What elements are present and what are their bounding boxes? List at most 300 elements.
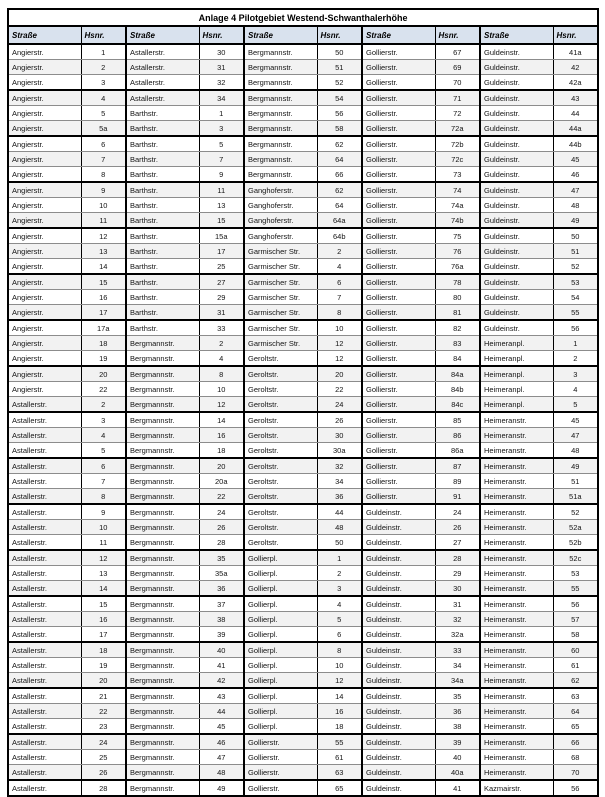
street-cell: Astallerstr.: [8, 750, 81, 765]
hsnr-cell: 2: [199, 336, 244, 351]
hsnr-cell: 15: [81, 274, 126, 290]
street-cell: Heimeranstr.: [480, 750, 553, 765]
hsnr-cell: 9: [81, 504, 126, 520]
street-cell: Angierstr.: [8, 167, 81, 183]
hsnr-cell: 9: [81, 182, 126, 198]
street-cell: Guldeinstr.: [480, 136, 553, 152]
hsnr-cell: 50: [317, 535, 362, 551]
hsnr-cell: 34a: [435, 673, 480, 689]
street-cell: Astallerstr.: [8, 673, 81, 689]
street-cell: Guldeinstr.: [480, 44, 553, 60]
hsnr-cell: 58: [317, 121, 362, 137]
street-cell: Gollierstr.: [362, 458, 435, 474]
street-cell: Astallerstr.: [8, 642, 81, 658]
street-cell: Angierstr.: [8, 90, 81, 106]
hsnr-cell: 1: [199, 106, 244, 121]
street-cell: Guldeinstr.: [480, 228, 553, 244]
street-cell: Angierstr.: [8, 259, 81, 275]
hsnr-cell: 33: [199, 320, 244, 336]
street-cell: Bergmannstr.: [244, 136, 317, 152]
street-cell: Gollierstr.: [362, 351, 435, 367]
hsnr-cell: 28: [435, 550, 480, 566]
street-cell: Astallerstr.: [8, 504, 81, 520]
street-cell: Guldeinstr.: [362, 566, 435, 581]
hsnr-cell: 3: [81, 412, 126, 428]
street-cell: Guldeinstr.: [480, 320, 553, 336]
hsnr-cell: 66: [553, 734, 598, 750]
hsnr-cell: 36: [435, 704, 480, 719]
hsnr-cell: 24: [199, 504, 244, 520]
hsnr-cell: 64: [553, 704, 598, 719]
street-cell: Gollierstr.: [362, 60, 435, 75]
hsnr-cell: 40a: [435, 765, 480, 781]
hsnr-cell: 37: [199, 596, 244, 612]
street-cell: Guldeinstr.: [362, 673, 435, 689]
table-row: [8, 75, 598, 91]
hsnr-cell: 30: [435, 581, 480, 597]
hsnr-cell: 4: [317, 596, 362, 612]
street-cell: Guldeinstr.: [480, 152, 553, 167]
street-cell: Gollierstr.: [362, 182, 435, 198]
street-cell: Guldeinstr.: [480, 75, 553, 91]
street-cell: Bergmannstr.: [126, 704, 199, 719]
table-row: [8, 596, 598, 612]
street-cell: Heimeranpl.: [480, 336, 553, 351]
hsnr-cell: 2: [553, 351, 598, 367]
table-row: [8, 213, 598, 229]
hsnr-cell: 86: [435, 428, 480, 443]
street-cell: Bergmannstr.: [126, 412, 199, 428]
table-row: [8, 44, 598, 60]
hsnr-cell: 52: [317, 75, 362, 91]
hsnr-cell: 84a: [435, 366, 480, 382]
hsnr-cell: 56: [553, 320, 598, 336]
hsnr-cell: 91: [435, 489, 480, 505]
hsnr-cell: 3: [317, 581, 362, 597]
table-row: [8, 750, 598, 765]
street-cell: Heimeranstr.: [480, 688, 553, 704]
street-cell: Gollierstr.: [244, 780, 317, 796]
hsnr-cell: 71: [435, 90, 480, 106]
street-cell: Guldeinstr.: [362, 504, 435, 520]
hsnr-cell: 55: [317, 734, 362, 750]
hsnr-cell: 19: [81, 658, 126, 673]
street-cell: Gollierpl.: [244, 658, 317, 673]
hsnr-cell: 47: [199, 750, 244, 765]
table-row: [8, 121, 598, 137]
table-row: [8, 412, 598, 428]
hsnr-cell: 3: [553, 366, 598, 382]
street-cell: Gollierstr.: [362, 167, 435, 183]
street-cell: Guldeinstr.: [480, 167, 553, 183]
hsnr-cell: 13: [81, 566, 126, 581]
street-cell: Bergmannstr.: [244, 60, 317, 75]
hsnr-cell: 5: [553, 397, 598, 413]
hsnr-cell: 11: [199, 182, 244, 198]
hsnr-cell: 49: [553, 213, 598, 229]
street-cell: Barthstr.: [126, 106, 199, 121]
hsnr-cell: 22: [81, 704, 126, 719]
hsnr-cell: 23: [81, 719, 126, 735]
hsnr-cell: 87: [435, 458, 480, 474]
street-cell: Gollierstr.: [244, 734, 317, 750]
hsnr-cell: 24: [81, 734, 126, 750]
hsnr-cell: 31: [435, 596, 480, 612]
column-header-hsnr: Hsnr.: [553, 26, 598, 44]
table-head: [8, 9, 598, 44]
hsnr-cell: 8: [199, 366, 244, 382]
hsnr-cell: 5: [81, 106, 126, 121]
table-row: [8, 688, 598, 704]
street-cell: Guldeinstr.: [362, 535, 435, 551]
hsnr-cell: 45: [199, 719, 244, 735]
street-cell: Garmischer Str.: [244, 336, 317, 351]
street-cell: Heimeranstr.: [480, 520, 553, 535]
hsnr-cell: 48: [199, 765, 244, 781]
hsnr-cell: 40: [199, 642, 244, 658]
hsnr-cell: 80: [435, 290, 480, 305]
street-cell: Gollierstr.: [362, 198, 435, 213]
street-cell: Angierstr.: [8, 198, 81, 213]
street-cell: Gollierstr.: [362, 305, 435, 321]
hsnr-cell: 30: [199, 44, 244, 60]
street-cell: Astallerstr.: [8, 581, 81, 597]
street-cell: Guldeinstr.: [480, 244, 553, 259]
hsnr-cell: 54: [317, 90, 362, 106]
street-cell: Gollierstr.: [362, 136, 435, 152]
hsnr-cell: 50: [317, 44, 362, 60]
street-cell: Heimeranpl.: [480, 382, 553, 397]
street-cell: Astallerstr.: [126, 75, 199, 91]
column-header-hsnr: Hsnr.: [435, 26, 480, 44]
hsnr-cell: 17: [199, 244, 244, 259]
column-header-hsnr: Hsnr.: [317, 26, 362, 44]
street-cell: Geroltstr.: [244, 504, 317, 520]
hsnr-cell: 10: [81, 520, 126, 535]
street-cell: Guldeinstr.: [480, 121, 553, 137]
table-row: [8, 658, 598, 673]
hsnr-cell: 74: [435, 182, 480, 198]
hsnr-cell: 41a: [553, 44, 598, 60]
hsnr-cell: 62: [317, 136, 362, 152]
street-cell: Angierstr.: [8, 136, 81, 152]
street-cell: Bergmannstr.: [126, 474, 199, 489]
street-cell: Astallerstr.: [8, 780, 81, 796]
street-cell: Astallerstr.: [126, 90, 199, 106]
hsnr-cell: 28: [199, 535, 244, 551]
street-cell: Bergmannstr.: [126, 596, 199, 612]
street-cell: Garmischer Str.: [244, 290, 317, 305]
hsnr-cell: 7: [317, 290, 362, 305]
table-row: [8, 443, 598, 459]
street-cell: Bergmannstr.: [126, 520, 199, 535]
column-header-strasse: Straße: [480, 26, 553, 44]
street-cell: Bergmannstr.: [126, 734, 199, 750]
hsnr-cell: 56: [553, 596, 598, 612]
hsnr-cell: 39: [435, 734, 480, 750]
hsnr-cell: 32: [317, 458, 362, 474]
street-cell: Gollierpl.: [244, 612, 317, 627]
hsnr-cell: 19: [81, 351, 126, 367]
hsnr-cell: 11: [81, 213, 126, 229]
table-row: [8, 734, 598, 750]
hsnr-cell: 56: [553, 780, 598, 796]
street-cell: Guldeinstr.: [362, 688, 435, 704]
street-cell: Heimeranstr.: [480, 566, 553, 581]
street-cell: Gollierpl.: [244, 550, 317, 566]
hsnr-cell: 46: [199, 734, 244, 750]
street-cell: Barthstr.: [126, 259, 199, 275]
street-cell: Bergmannstr.: [244, 44, 317, 60]
hsnr-cell: 70: [435, 75, 480, 91]
street-cell: Barthstr.: [126, 274, 199, 290]
hsnr-cell: 2: [81, 397, 126, 413]
hsnr-cell: 4: [81, 90, 126, 106]
hsnr-cell: 47: [553, 428, 598, 443]
street-cell: Guldeinstr.: [480, 290, 553, 305]
street-cell: Heimeranstr.: [480, 658, 553, 673]
hsnr-cell: 66: [317, 167, 362, 183]
hsnr-cell: 82: [435, 320, 480, 336]
street-cell: Ganghoferstr.: [244, 213, 317, 229]
street-cell: Astallerstr.: [8, 596, 81, 612]
street-cell: Gollierstr.: [362, 152, 435, 167]
street-cell: Astallerstr.: [8, 704, 81, 719]
hsnr-cell: 63: [553, 688, 598, 704]
street-cell: Angierstr.: [8, 382, 81, 397]
table-row: [8, 106, 598, 121]
hsnr-cell: 72: [435, 106, 480, 121]
street-cell: Bergmannstr.: [244, 121, 317, 137]
hsnr-cell: 53: [553, 566, 598, 581]
hsnr-cell: 84: [435, 351, 480, 367]
street-cell: Astallerstr.: [8, 443, 81, 459]
street-cell: Astallerstr.: [8, 520, 81, 535]
hsnr-cell: 14: [81, 581, 126, 597]
hsnr-cell: 8: [81, 489, 126, 505]
street-cell: Angierstr.: [8, 213, 81, 229]
hsnr-cell: 44: [553, 106, 598, 121]
hsnr-cell: 24: [435, 504, 480, 520]
hsnr-cell: 64: [317, 198, 362, 213]
street-cell: Gollierstr.: [362, 489, 435, 505]
table-row: [8, 489, 598, 505]
street-cell: Bergmannstr.: [126, 765, 199, 781]
street-cell: Bergmannstr.: [126, 627, 199, 643]
street-cell: Astallerstr.: [8, 428, 81, 443]
street-cell: Astallerstr.: [8, 765, 81, 781]
street-cell: Bergmannstr.: [244, 90, 317, 106]
hsnr-cell: 36: [317, 489, 362, 505]
street-cell: Gollierstr.: [362, 274, 435, 290]
hsnr-cell: 75: [435, 228, 480, 244]
column-header-strasse: Straße: [8, 26, 81, 44]
hsnr-cell: 30a: [317, 443, 362, 459]
street-cell: Garmischer Str.: [244, 259, 317, 275]
table-row: [8, 642, 598, 658]
street-cell: Heimeranstr.: [480, 673, 553, 689]
hsnr-cell: 31: [199, 60, 244, 75]
hsnr-cell: 44a: [553, 121, 598, 137]
street-cell: Gollierstr.: [362, 106, 435, 121]
hsnr-cell: 89: [435, 474, 480, 489]
hsnr-cell: 52c: [553, 550, 598, 566]
street-cell: Bergmannstr.: [126, 351, 199, 367]
column-header-hsnr: Hsnr.: [81, 26, 126, 44]
hsnr-cell: 4: [81, 428, 126, 443]
street-cell: Gollierstr.: [362, 75, 435, 91]
hsnr-cell: 34: [199, 90, 244, 106]
hsnr-cell: 8: [317, 305, 362, 321]
hsnr-cell: 27: [199, 274, 244, 290]
street-cell: Bergmannstr.: [126, 366, 199, 382]
hsnr-cell: 29: [435, 566, 480, 581]
hsnr-cell: 10: [317, 658, 362, 673]
street-cell: Bergmannstr.: [126, 688, 199, 704]
street-cell: Angierstr.: [8, 274, 81, 290]
hsnr-cell: 12: [199, 397, 244, 413]
hsnr-cell: 16: [317, 704, 362, 719]
hsnr-cell: 49: [553, 458, 598, 474]
street-cell: Guldeinstr.: [480, 305, 553, 321]
column-header-strasse: Straße: [126, 26, 199, 44]
street-cell: Geroltstr.: [244, 397, 317, 413]
street-cell: Guldeinstr.: [480, 106, 553, 121]
street-cell: Astallerstr.: [8, 566, 81, 581]
street-cell: Heimeranpl.: [480, 351, 553, 367]
hsnr-cell: 26: [81, 765, 126, 781]
table-row: [8, 198, 598, 213]
hsnr-cell: 30: [317, 428, 362, 443]
street-cell: Bergmannstr.: [126, 566, 199, 581]
street-cell: Astallerstr.: [8, 550, 81, 566]
street-cell: Geroltstr.: [244, 458, 317, 474]
hsnr-cell: 17: [81, 627, 126, 643]
hsnr-cell: 20a: [199, 474, 244, 489]
hsnr-cell: 16: [199, 428, 244, 443]
header-row: [8, 26, 598, 44]
street-cell: Guldeinstr.: [362, 581, 435, 597]
street-cell: Geroltstr.: [244, 428, 317, 443]
hsnr-cell: 52b: [553, 535, 598, 551]
table-row: [8, 612, 598, 627]
street-cell: Astallerstr.: [8, 397, 81, 413]
street-cell: Barthstr.: [126, 305, 199, 321]
street-cell: Kazmairstr.: [480, 780, 553, 796]
table-row: [8, 535, 598, 551]
table-row: [8, 60, 598, 75]
street-cell: Heimeranstr.: [480, 550, 553, 566]
street-cell: Heimeranstr.: [480, 474, 553, 489]
street-cell: Guldeinstr.: [480, 274, 553, 290]
street-cell: Astallerstr.: [8, 489, 81, 505]
street-cell: Bergmannstr.: [126, 428, 199, 443]
street-cell: Astallerstr.: [8, 734, 81, 750]
hsnr-cell: 48: [317, 520, 362, 535]
street-cell: Guldeinstr.: [362, 765, 435, 781]
hsnr-cell: 12: [81, 228, 126, 244]
street-cell: Gollierstr.: [244, 765, 317, 781]
hsnr-cell: 58: [553, 627, 598, 643]
street-cell: Bergmannstr.: [126, 397, 199, 413]
hsnr-cell: 35: [435, 688, 480, 704]
street-cell: Bergmannstr.: [126, 581, 199, 597]
street-cell: Bergmannstr.: [244, 167, 317, 183]
street-cell: Guldeinstr.: [362, 520, 435, 535]
hsnr-cell: 34: [317, 474, 362, 489]
hsnr-cell: 20: [81, 673, 126, 689]
hsnr-cell: 10: [81, 198, 126, 213]
hsnr-cell: 5a: [81, 121, 126, 137]
street-cell: Guldeinstr.: [480, 182, 553, 198]
street-cell: Barthstr.: [126, 290, 199, 305]
hsnr-cell: 1: [553, 336, 598, 351]
hsnr-cell: 26: [199, 520, 244, 535]
hsnr-cell: 20: [199, 458, 244, 474]
hsnr-cell: 4: [317, 259, 362, 275]
street-cell: Gollierpl.: [244, 719, 317, 735]
street-cell: Garmischer Str.: [244, 244, 317, 259]
street-cell: Barthstr.: [126, 182, 199, 198]
street-cell: Gollierstr.: [362, 428, 435, 443]
street-cell: Gollierstr.: [362, 474, 435, 489]
table-row: [8, 581, 598, 597]
street-cell: Heimeranstr.: [480, 612, 553, 627]
street-cell: Ganghoferstr.: [244, 182, 317, 198]
table-row: [8, 167, 598, 183]
street-cell: Gollierstr.: [362, 244, 435, 259]
street-cell: Heimeranstr.: [480, 443, 553, 459]
table-row: [8, 136, 598, 152]
hsnr-cell: 84c: [435, 397, 480, 413]
hsnr-cell: 55: [553, 305, 598, 321]
street-cell: Heimeranstr.: [480, 458, 553, 474]
hsnr-cell: 44b: [553, 136, 598, 152]
hsnr-cell: 45: [553, 412, 598, 428]
hsnr-cell: 32: [435, 612, 480, 627]
table-row: [8, 244, 598, 259]
street-cell: Garmischer Str.: [244, 305, 317, 321]
street-cell: Heimeranstr.: [480, 489, 553, 505]
hsnr-cell: 17: [81, 305, 126, 321]
street-cell: Heimeranstr.: [480, 704, 553, 719]
street-cell: Gollierstr.: [362, 213, 435, 229]
street-cell: Heimeranstr.: [480, 596, 553, 612]
table-row: [8, 474, 598, 489]
street-cell: Bergmannstr.: [126, 535, 199, 551]
column-header-hsnr: Hsnr.: [199, 26, 244, 44]
hsnr-cell: 15: [199, 213, 244, 229]
street-cell: Guldeinstr.: [362, 719, 435, 735]
street-cell: Angierstr.: [8, 366, 81, 382]
hsnr-cell: 2: [317, 566, 362, 581]
hsnr-cell: 48: [553, 198, 598, 213]
street-cell: Geroltstr.: [244, 489, 317, 505]
hsnr-cell: 14: [81, 259, 126, 275]
hsnr-cell: 12: [317, 351, 362, 367]
hsnr-cell: 5: [199, 136, 244, 152]
street-cell: Ganghoferstr.: [244, 228, 317, 244]
address-table: [7, 8, 599, 797]
street-cell: Astallerstr.: [126, 44, 199, 60]
street-cell: Angierstr.: [8, 228, 81, 244]
hsnr-cell: 65: [317, 780, 362, 796]
street-cell: Heimeranstr.: [480, 504, 553, 520]
hsnr-cell: 53: [553, 274, 598, 290]
hsnr-cell: 10: [317, 320, 362, 336]
street-cell: Heimeranstr.: [480, 428, 553, 443]
table-row: [8, 228, 598, 244]
